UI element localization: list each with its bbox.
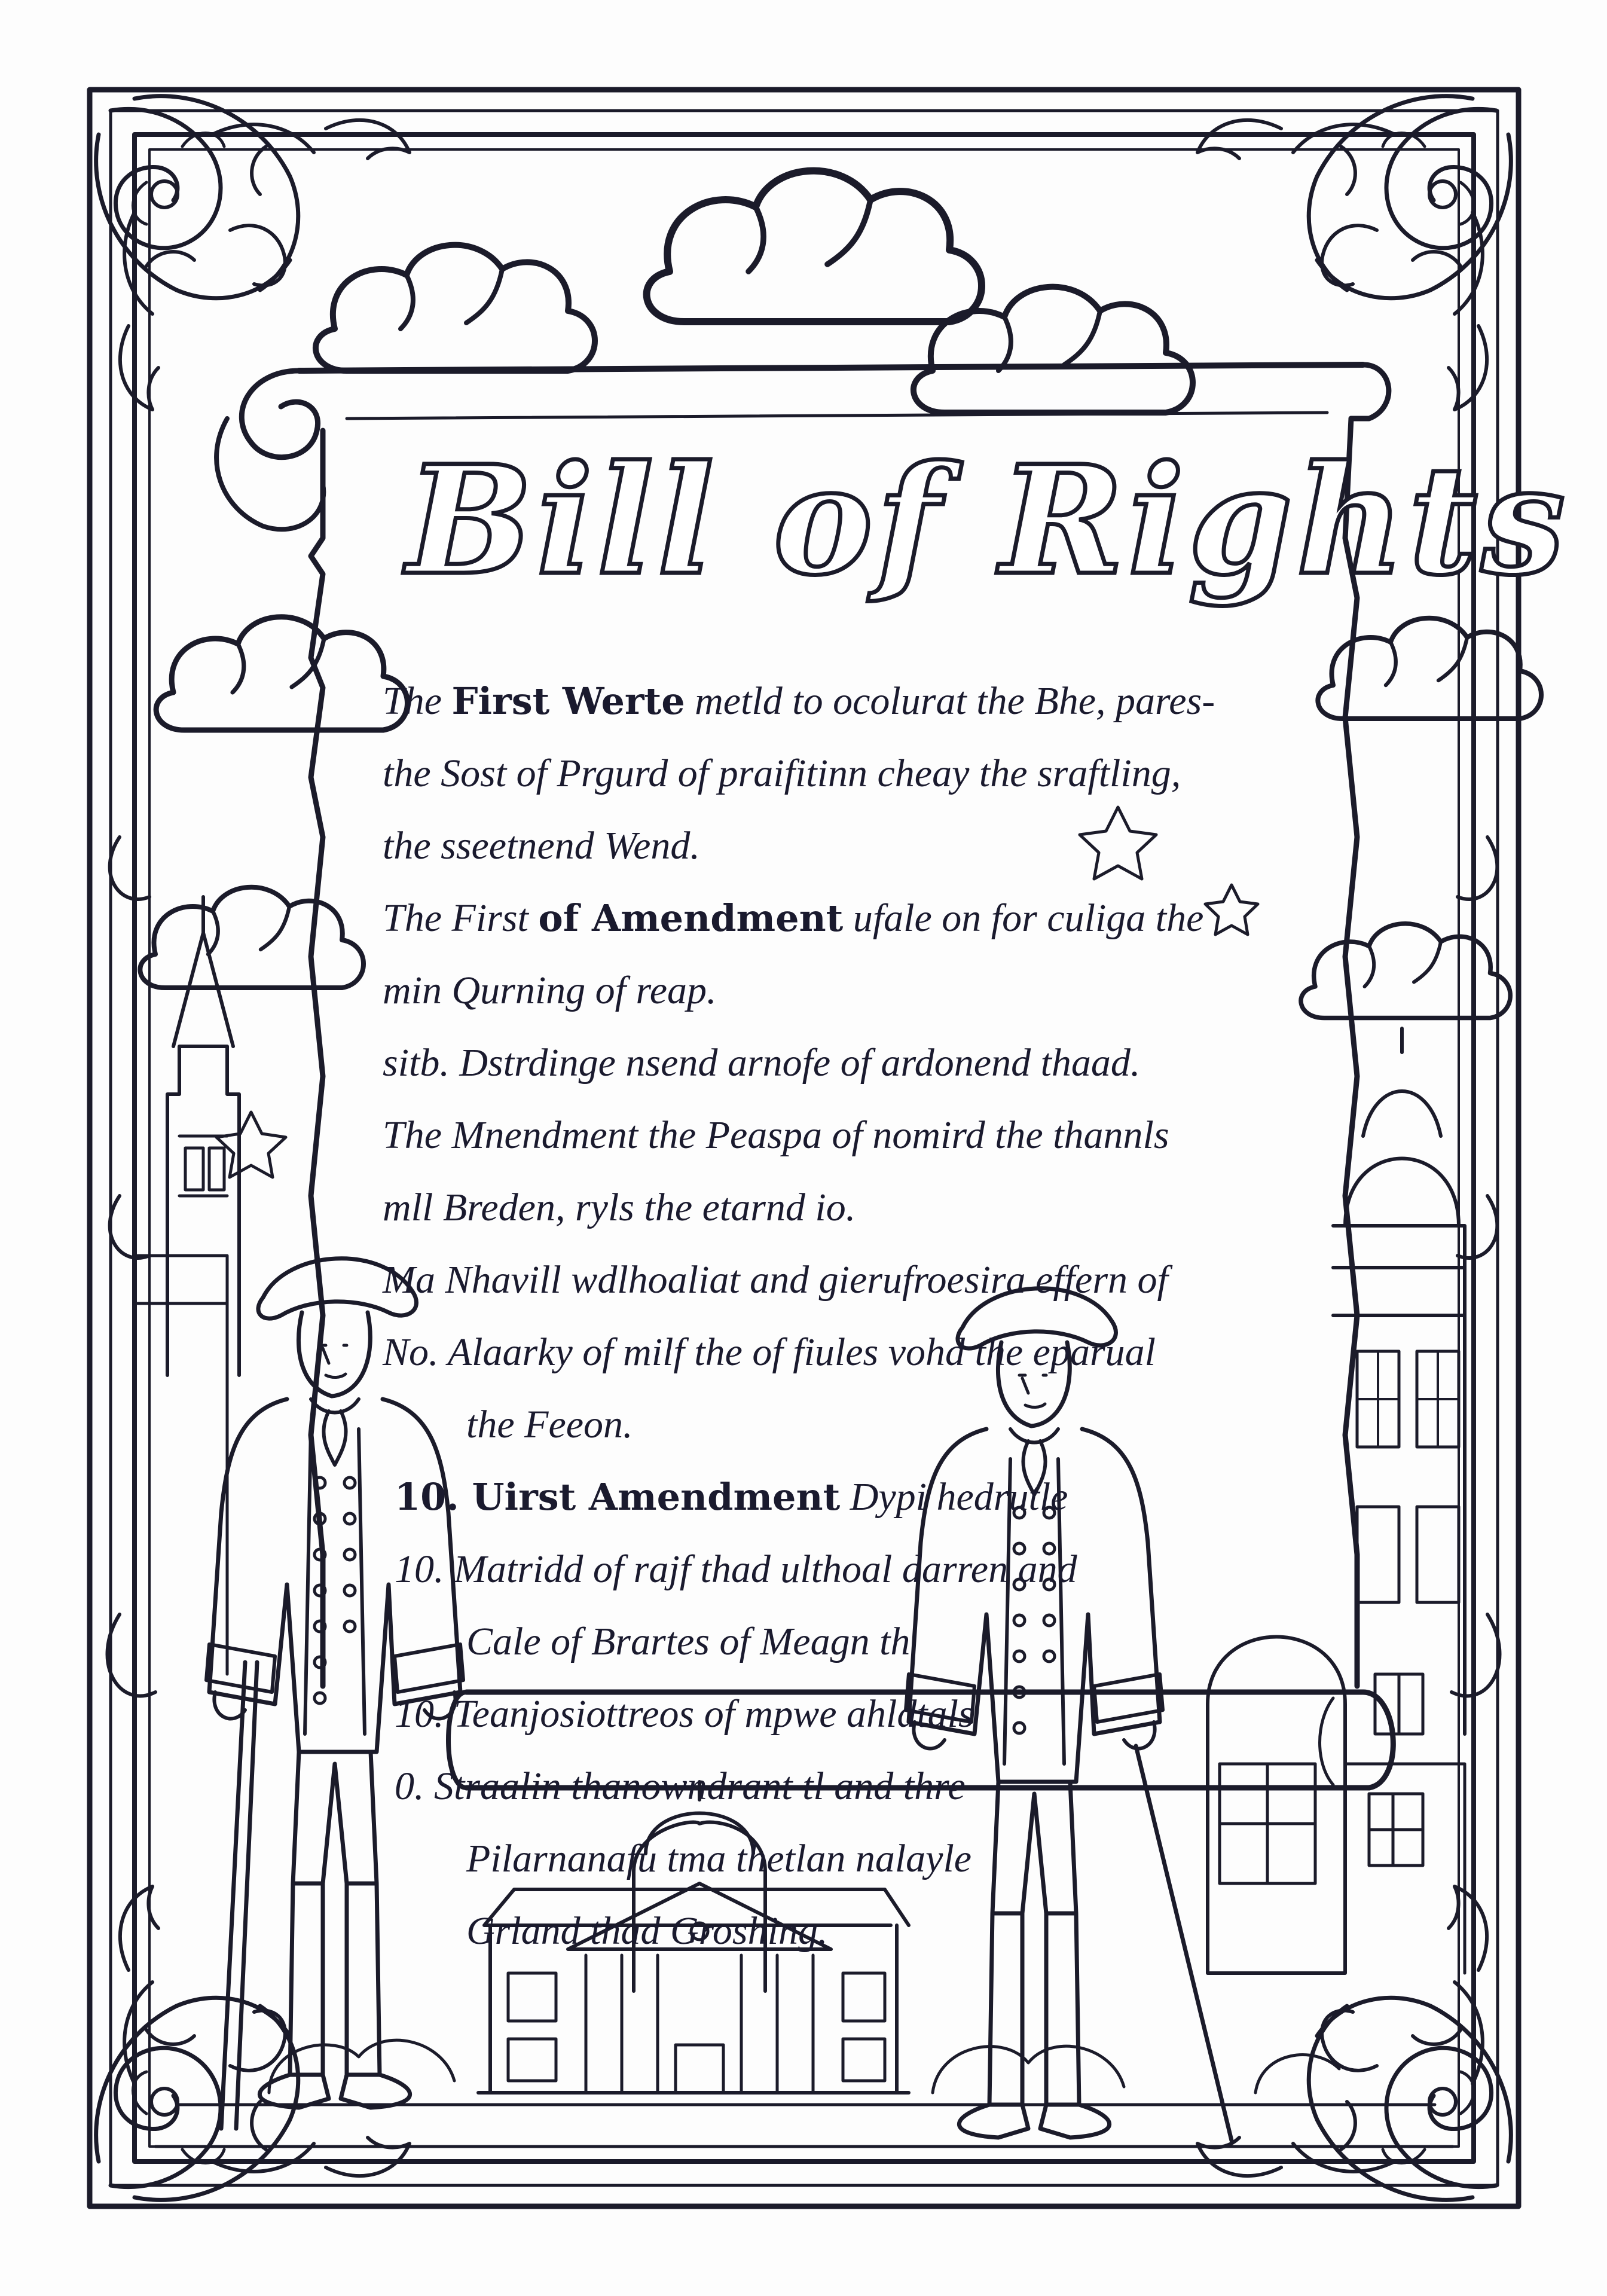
cloud	[140, 887, 363, 988]
text-line	[383, 1175, 856, 1241]
text-line	[383, 1030, 1140, 1096]
text-line	[395, 1681, 974, 1747]
text-line	[466, 1898, 827, 1964]
text-run: 10. Teanjosiottreos of mpwe ahldtals	[395, 1692, 974, 1736]
cloud	[316, 245, 595, 371]
bold-phrase: First Werte	[451, 679, 685, 723]
text-line	[466, 1609, 910, 1675]
text-line	[383, 1103, 1169, 1168]
text-run: 10. Matridd of rajf thad ulthoal darren and	[395, 1547, 1077, 1591]
cloud	[914, 287, 1193, 413]
text-run: min Qurning of reap.	[383, 969, 717, 1012]
text-run: mll Breden, ryls the etarnd io.	[383, 1186, 856, 1229]
corner-ornament-top-left	[96, 96, 410, 410]
text-run: The Mnendment the Peaspa of nomird the thannls	[383, 1113, 1169, 1157]
corner-ornament-bottom-left	[96, 1886, 410, 2200]
text-run: 0. Straalin thanowndrant tl and thre	[395, 1764, 966, 1808]
cloud	[156, 617, 407, 730]
text-run: Dypi hedrutle	[840, 1475, 1068, 1519]
text-run: The First	[383, 896, 539, 940]
text-line	[383, 813, 700, 879]
text-line	[395, 1537, 1077, 1602]
text-run: Ma Nhavill wdlhoaliat and gierufroesira effern of	[383, 1258, 1168, 1302]
bold-phrase: 10. Uirst Amendment	[395, 1475, 841, 1519]
page-title: Bill of Rights	[407, 432, 1569, 608]
text-run: Pilarnanafu tma thetlan nalayle	[466, 1837, 972, 1880]
text-run: The	[383, 679, 452, 723]
text-run: Grland thad Groshing.	[466, 1909, 828, 1953]
text-line	[395, 1464, 1068, 1530]
cloud	[647, 171, 982, 322]
text-line	[383, 1320, 1156, 1385]
text-run: the Sost of Prgurd of praifitinn cheay the sraftling,	[383, 752, 1181, 795]
text-line	[383, 958, 717, 1024]
text-run: the sseetnend Wend.	[383, 824, 700, 868]
text-line	[383, 886, 1203, 951]
text-run: metld to ocolurat the Bhe, pares-	[685, 679, 1215, 723]
text-line	[395, 1754, 966, 1819]
cloud	[1301, 924, 1510, 1018]
text-run: the Feeon.	[466, 1403, 633, 1446]
text-run: sitb. Dstrdinge nsend arnofe of ardonend thaad.	[383, 1041, 1141, 1085]
text-line	[383, 741, 1181, 807]
text-line	[466, 1392, 633, 1458]
text-line	[466, 1826, 971, 1892]
text-line	[383, 1247, 1168, 1313]
text-run: Cale of Brartes of Meagn th	[466, 1620, 911, 1663]
bold-phrase: of Amendment	[538, 896, 844, 940]
text-run: No. Alaarky of milf the of fiules vohd the eparual	[383, 1330, 1156, 1374]
text-run: ufale on for culiga the	[843, 896, 1204, 940]
text-line	[383, 668, 1215, 734]
